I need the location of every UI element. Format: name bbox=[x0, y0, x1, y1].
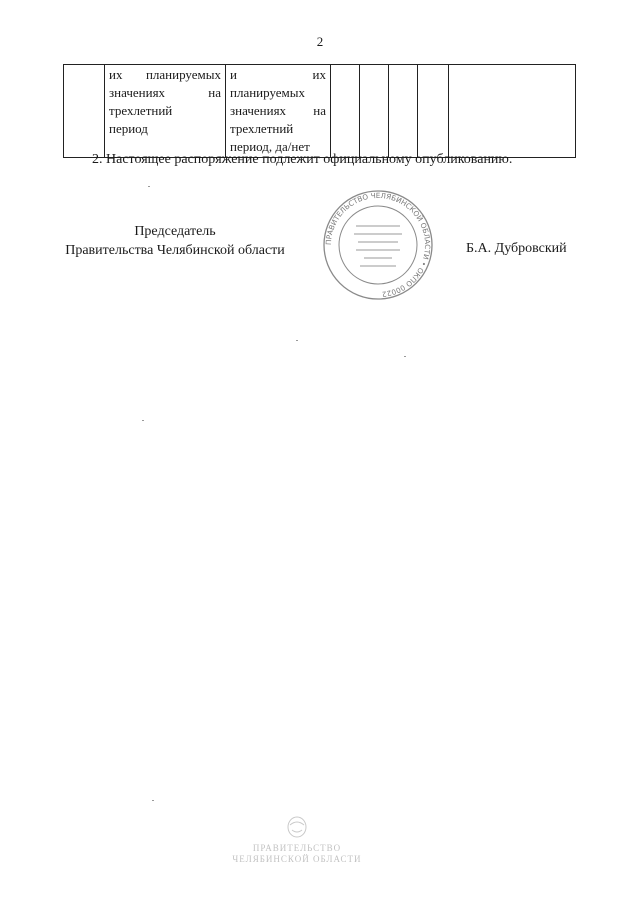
col3-line: и их bbox=[230, 67, 326, 82]
col3-line: значениях на bbox=[230, 103, 326, 118]
table-row bbox=[64, 65, 576, 158]
col2-line: значениях на bbox=[109, 85, 221, 100]
table-cell-col3 bbox=[226, 65, 331, 158]
scan-speck bbox=[296, 340, 298, 341]
table-cell-empty bbox=[449, 65, 576, 158]
col2-line: трехлетний bbox=[109, 103, 173, 118]
scan-speck bbox=[152, 800, 154, 801]
footer-line: ПРАВИТЕЛЬСТВО bbox=[252, 843, 342, 853]
signature-title-line: Правительства Челябинской области bbox=[65, 243, 285, 258]
col3-line: планируемых bbox=[230, 85, 306, 100]
footer-emblem bbox=[232, 816, 362, 866]
scan-speck bbox=[142, 420, 144, 421]
signature-title bbox=[50, 222, 300, 260]
table-cell-empty bbox=[418, 65, 449, 158]
table-cell-empty bbox=[389, 65, 418, 158]
signatory-name: Б.А. Дубровский bbox=[466, 241, 567, 256]
col2-line: их планируемых bbox=[109, 67, 221, 82]
signature-title-line: Председатель bbox=[134, 224, 216, 239]
col3-line: период, да/нет bbox=[230, 139, 310, 154]
table-cell-empty bbox=[64, 65, 105, 158]
col2-line: период bbox=[109, 121, 148, 136]
paragraph-publication: 2. Настоящее распоряжение подлежит официальному опубликованию. bbox=[92, 152, 513, 167]
emblem-icon bbox=[232, 816, 362, 838]
stamp-center-marks bbox=[354, 226, 402, 266]
stamp-ring-text: ПРАВИТЕЛЬСТВО ЧЕЛЯБИНСКОЙ ОБЛАСТИ • ОКПО 00022 bbox=[323, 190, 433, 299]
table-cell-empty bbox=[331, 65, 360, 158]
table-fragment bbox=[63, 64, 576, 158]
col3-line: трехлетний bbox=[230, 121, 294, 136]
footer-line: ЧЕЛЯБИНСКОЙ ОБЛАСТИ bbox=[232, 854, 362, 864]
scan-speck bbox=[148, 186, 150, 187]
official-stamp bbox=[312, 190, 444, 300]
scan-speck bbox=[404, 356, 406, 357]
table-cell-empty bbox=[360, 65, 389, 158]
table-cell-col2 bbox=[105, 65, 226, 158]
page-number: 2 bbox=[316, 34, 324, 49]
